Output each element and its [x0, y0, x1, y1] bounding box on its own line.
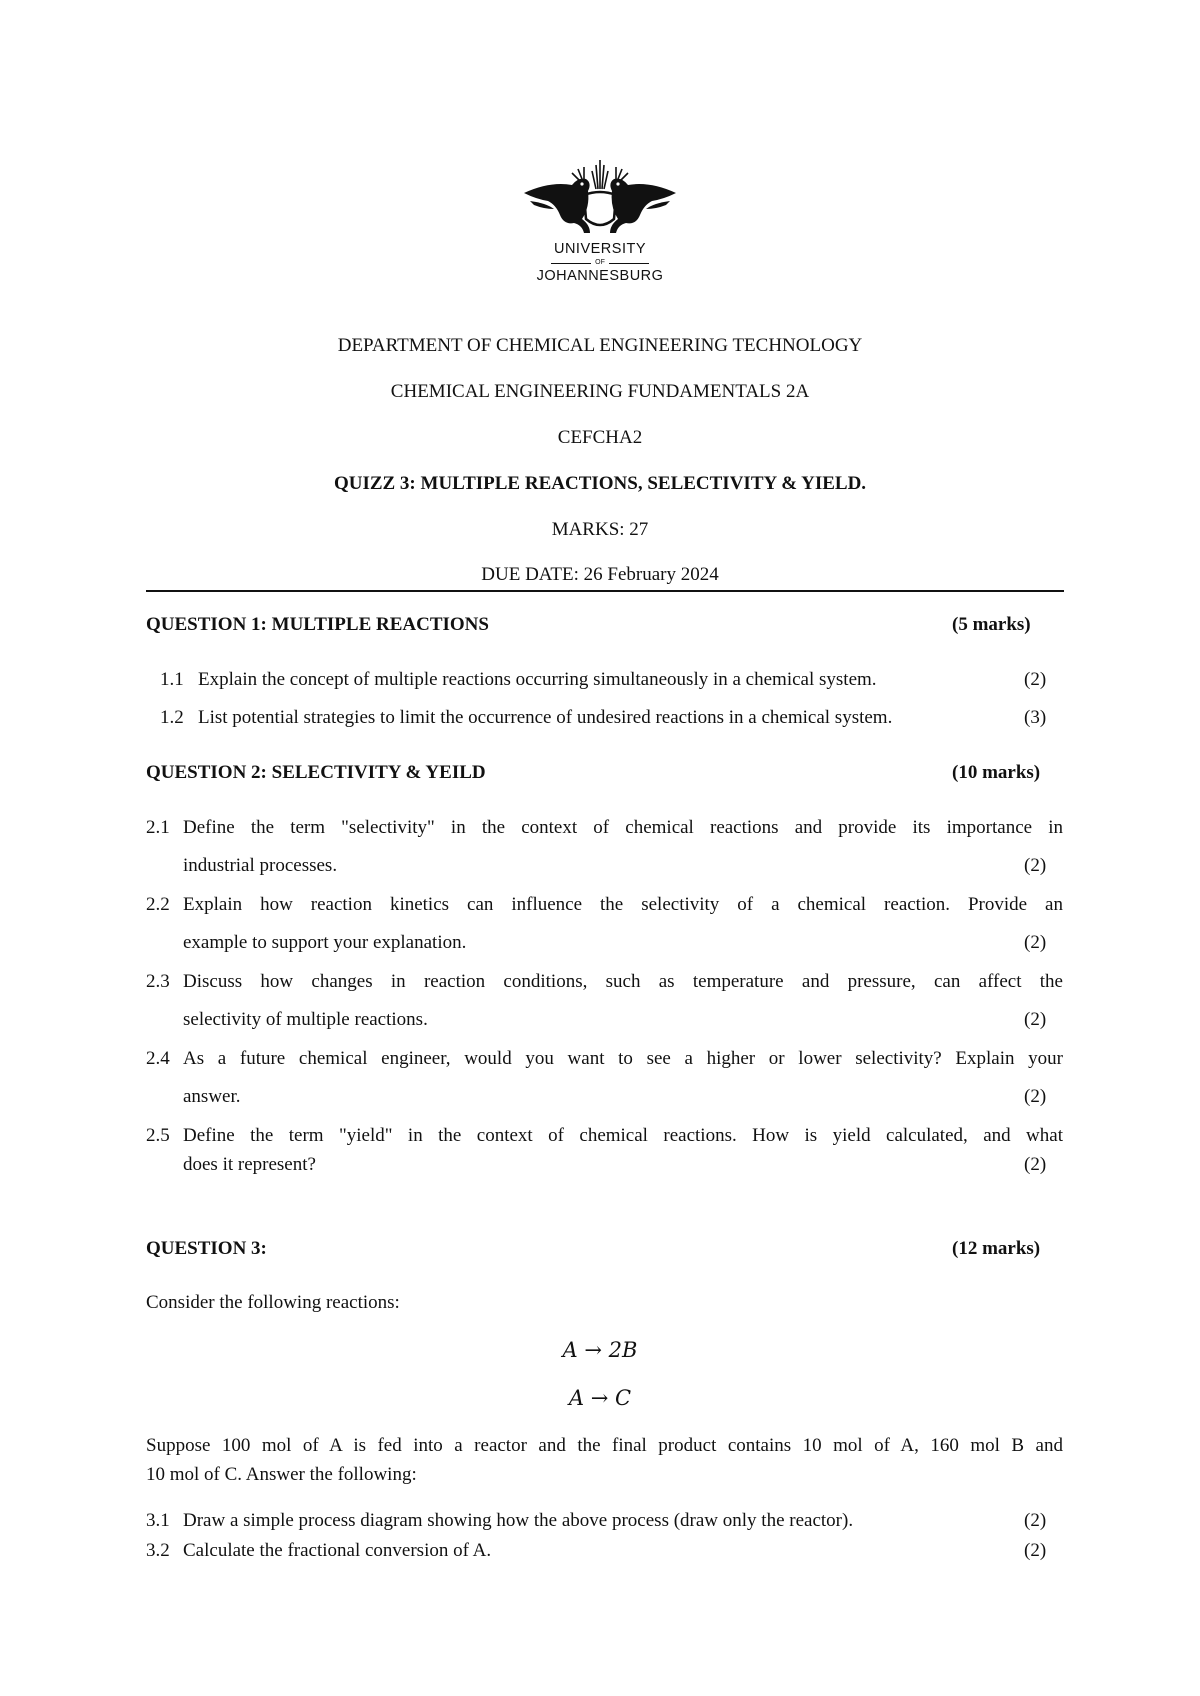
course-code: CEFCHA2	[557, 427, 643, 448]
item-number: 2.3	[146, 971, 170, 992]
total-marks: MARKS: 27	[551, 519, 649, 540]
item-text: Explain the concept of multiple reactions occurring simultaneously in a chemical system.	[198, 669, 877, 690]
item-text-line1: Discuss how changes in reaction conditions, such as temperature and pressure, can affect the	[183, 971, 1063, 992]
item-number: 2.5	[146, 1125, 170, 1146]
item-marks: (2)	[1024, 1540, 1047, 1561]
question-3-paragraph-line2: 10 mol of C. Answer the following:	[146, 1464, 417, 1485]
item-marks: (2)	[1024, 1510, 1047, 1531]
item-marks: (2)	[1024, 855, 1047, 876]
logo-divider	[609, 263, 649, 264]
bird-emblem-icon	[520, 155, 680, 241]
item-number: 2.4	[146, 1048, 170, 1069]
item-number: 2.1	[146, 817, 170, 838]
item-number: 1.2	[160, 707, 184, 728]
university-logo	[520, 155, 680, 305]
question-3-intro: Consider the following reactions:	[146, 1292, 400, 1313]
item-text-line1: Define the term "selectivity" in the context of chemical reactions and provide its importance in	[183, 817, 1063, 838]
item-number: 2.2	[146, 894, 170, 915]
item-number: 3.2	[146, 1540, 170, 1561]
item-marks: (2)	[1024, 1086, 1047, 1107]
logo-of-row	[520, 258, 680, 268]
quiz-title: QUIZZ 3: MULTIPLE REACTIONS, SELECTIVITY & YIELD.	[333, 473, 867, 494]
item-marks: (2)	[1024, 1154, 1047, 1175]
question-1-title: QUESTION 1: MULTIPLE REACTIONS	[146, 614, 489, 635]
item-text-line2: answer.	[183, 1086, 241, 1107]
reaction-1: A → 2B	[562, 1338, 638, 1362]
due-date: DUE DATE: 26 February 2024	[481, 564, 719, 585]
header-divider	[146, 590, 1064, 592]
item-marks: (2)	[1024, 1009, 1047, 1030]
item-text: List potential strategies to limit the occurrence of undesired reactions in a chemical system.	[198, 707, 893, 728]
question-2-marks: (10 marks)	[952, 762, 1041, 783]
logo-of-text: OF	[595, 259, 605, 266]
course-title: CHEMICAL ENGINEERING FUNDAMENTALS 2A	[390, 381, 810, 402]
item-text: Draw a simple process diagram showing how the above process (draw only the reactor).	[183, 1510, 854, 1531]
item-text-line2: selectivity of multiple reactions.	[183, 1009, 428, 1030]
question-2-title: QUESTION 2: SELECTIVITY & YEILD	[146, 762, 486, 783]
item-text-line1: Define the term "yield" in the context of chemical reactions. How is yield calculated, and what	[183, 1125, 1063, 1146]
item-text: Calculate the fractional conversion of A.	[183, 1540, 492, 1561]
item-number: 3.1	[146, 1510, 170, 1531]
item-text-line1: As a future chemical engineer, would you want to see a higher or lower selectivity? Explain your	[183, 1048, 1063, 1069]
item-text-line2: example to support your explanation.	[183, 932, 467, 953]
question-3-title: QUESTION 3:	[146, 1238, 267, 1259]
logo-university-text: UNIVERSITY	[553, 241, 646, 257]
question-3-marks: (12 marks)	[952, 1238, 1041, 1259]
item-marks: (2)	[1024, 669, 1047, 690]
item-text-line2: does it represent?	[183, 1154, 316, 1175]
question-3-paragraph-line1: Suppose 100 mol of A is fed into a reactor and the final product contains 10 mol of A, 160 mol B and	[146, 1435, 1063, 1456]
item-text-line1: Explain how reaction kinetics can influence the selectivity of a chemical reaction. Provide an	[183, 894, 1063, 915]
department-title: DEPARTMENT OF CHEMICAL ENGINEERING TECHNOLOGY	[337, 335, 863, 356]
item-marks: (3)	[1024, 707, 1047, 728]
item-marks: (2)	[1024, 932, 1047, 953]
logo-johannesburg-text: JOHANNESBURG	[536, 268, 664, 284]
question-1-marks: (5 marks)	[952, 614, 1031, 635]
reaction-2: A → C	[568, 1386, 632, 1410]
item-text-line2: industrial processes.	[183, 855, 338, 876]
logo-divider	[551, 263, 591, 264]
item-number: 1.1	[160, 669, 184, 690]
